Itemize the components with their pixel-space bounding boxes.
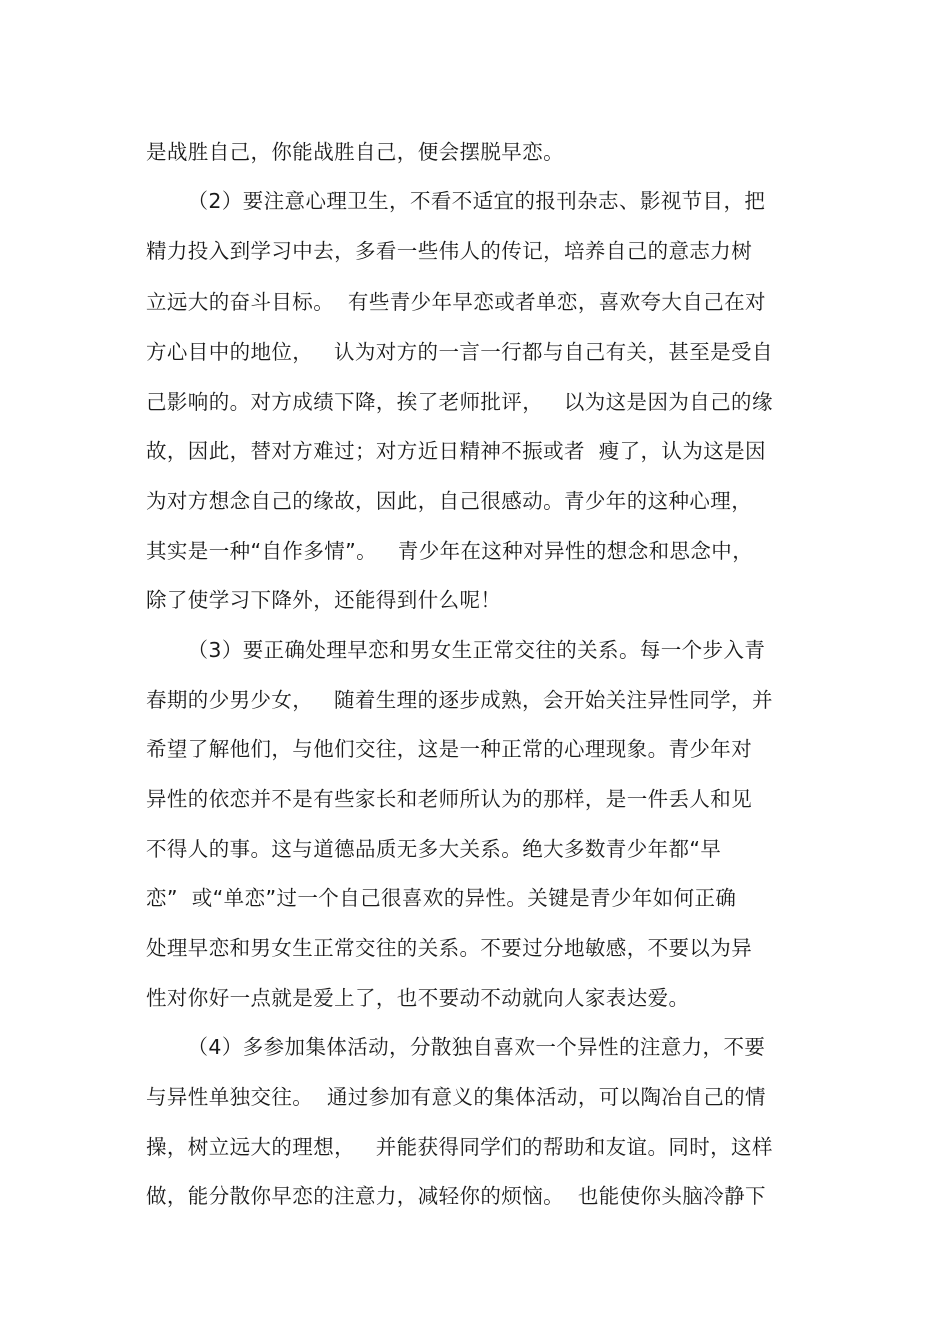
text-line: 春期的少男少女， 随着生理的逐步成熟，会开始关注异性同学，并: [146, 688, 773, 712]
text-line: 是战胜自己，你能战胜自己，便会摆脱早恋。: [146, 140, 564, 164]
text-line: 己影响的。对方成绩下降，挨了老师批评， 以为这是因为自己的缘: [146, 390, 773, 414]
text-line: 不得人的事。这与道德品质无多大关系。绝大多数青少年都“早: [146, 837, 722, 861]
text-line: 处理早恋和男女生正常交往的关系。不要过分地敏感，不要以为异: [146, 936, 753, 960]
text-line: 精力投入到学习中去，多看一些伟人的传记，培养自己的意志力树: [146, 239, 753, 263]
text-line: 性对你好一点就是爱上了，也不要动不动就向人家表达爱。: [146, 986, 690, 1010]
text-line: 方心目中的地位， 认为对方的一言一行都与自己有关，甚至是受自: [146, 340, 773, 364]
text-line: 其实是一种“自作多情”。 青少年在这种对异性的想念和思念中，: [146, 539, 754, 563]
text-line: 异性的依恋并不是有些家长和老师所认为的那样，是一件丢人和见: [146, 787, 753, 811]
text-line: （2）要注意心理卫生，不看不适宜的报刊杂志、影视节目，把: [146, 189, 766, 213]
text-line: （3）要正确处理早恋和男女生正常交往的关系。每一个步入青: [146, 638, 766, 662]
text-line: 故，因此，替对方难过；对方近日精神不振或者 瘦了，认为这是因: [146, 439, 766, 463]
text-line: 为对方想念自己的缘故，因此，自己很感动。青少年的这种心理，: [146, 489, 753, 513]
text-line: 立远大的奋斗目标。 有些青少年早恋或者单恋，喜欢夸大自己在对: [146, 290, 766, 314]
text-line: 希望了解他们，与他们交往，这是一种正常的心理现象。青少年对: [146, 737, 753, 761]
text-line: 除了使学习下降外，还能得到什么呢！: [146, 588, 502, 612]
text-line: （4）多参加集体活动，分散独自喜欢一个异性的注意力，不要: [146, 1035, 766, 1059]
text-line: 恋” 或“单恋”过一个自己很喜欢的异性。关键是青少年如何正确: [146, 886, 737, 910]
text-line: 与异性单独交往。 通过参加有意义的集体活动，可以陶冶自己的情: [146, 1085, 766, 1109]
text-line: 操，树立远大的理想， 并能获得同学们的帮助和友谊。同时，这样: [146, 1135, 773, 1159]
text-line: 做，能分散你早恋的注意力，减轻你的烦恼。 也能使你头脑冷静下: [146, 1184, 766, 1208]
